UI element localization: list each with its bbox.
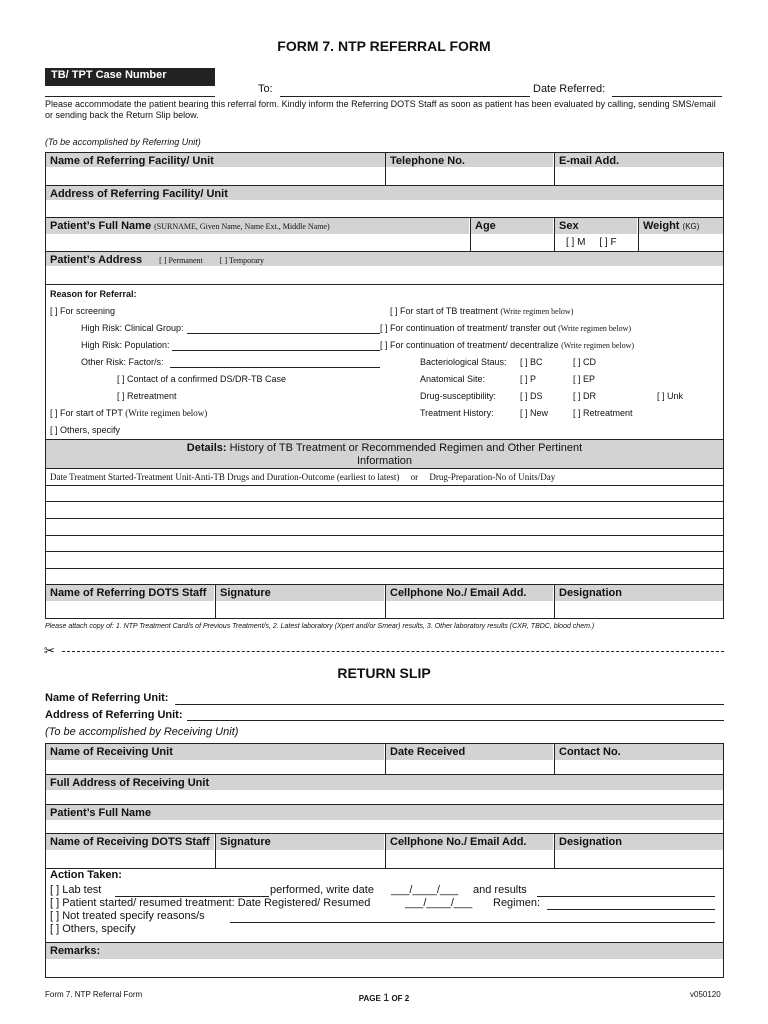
facility-header: Name of Referring Facility/ Unit	[46, 153, 385, 167]
page-prefix: PAGE	[358, 994, 381, 1003]
permanent-option[interactable]: [ ] Permanent	[159, 256, 203, 265]
page-num: 1	[383, 992, 390, 1004]
referring-note: (To be accomplished by Referring Unit)	[45, 137, 201, 147]
receiving-signature-header: Signature	[216, 834, 384, 850]
age-header: Age	[471, 218, 553, 234]
regimen-label: Regimen:	[493, 897, 541, 909]
ref-address-input[interactable]	[187, 720, 724, 721]
case-number-input[interactable]	[45, 96, 215, 97]
sex-options[interactable]: [ ] M [ ] F	[566, 237, 617, 248]
temporary-option[interactable]: [ ] Temporary	[219, 256, 264, 265]
population-input[interactable]	[172, 350, 380, 351]
weight-header: Weight (KG)	[639, 218, 723, 234]
patient-name-hint: (SURNAME, Given Name, Name Ext., Middle Name)	[154, 222, 330, 231]
continuation-decentralize-option[interactable]: [ ] For continuation of treatment/ decentralize (Write regimen below)	[380, 340, 635, 350]
form-title: FORM 7. NTP REFERRAL FORM	[277, 38, 491, 54]
receiving-staff-header: Name of Receiving DOTS Staff	[46, 834, 214, 850]
ref-unit-input[interactable]	[175, 704, 724, 705]
details-header	[45, 439, 724, 469]
population-label: High Risk: Population:	[81, 340, 170, 350]
staff-name-header: Name of Referring DOTS Staff	[46, 585, 214, 601]
not-treated-option[interactable]: [ ] Not treated specify reasons/s	[50, 910, 205, 922]
footer-version: v050120	[690, 990, 721, 999]
telephone-header: Telephone No.	[386, 153, 553, 167]
action-box	[45, 868, 724, 978]
started-option[interactable]: [ ] Patient started/ resumed treatment: Date Registered/ Resumed	[50, 897, 371, 909]
tb-start-option[interactable]: [ ] For start of TB treatment (Write regimen below)	[390, 306, 574, 316]
details-text2: Information	[356, 455, 413, 467]
hist-new-option[interactable]: [ ] New	[520, 408, 549, 418]
bact-bc-option[interactable]: [ ] BC	[520, 357, 543, 367]
drug-ds-option[interactable]: [ ] DS	[520, 391, 543, 401]
details-label: Details:	[186, 442, 227, 454]
ref-address-label: Address of Referring Unit:	[45, 709, 183, 721]
hist-label: Treatment History:	[420, 408, 494, 418]
anat-ep-option[interactable]: [ ] EP	[573, 374, 596, 384]
hist-re-option[interactable]: [ ] Retreatment	[573, 408, 633, 418]
to-input[interactable]	[280, 96, 530, 97]
clinical-group-input[interactable]	[187, 333, 380, 334]
lab-test-end: and results	[473, 884, 527, 896]
anat-label: Anatomical Site:	[420, 374, 486, 384]
screening-option[interactable]: [ ] For screening	[50, 306, 116, 316]
footer-page	[0, 992, 768, 1004]
other-risk-label: Other Risk: Factor/s:	[81, 357, 164, 367]
staff-designation-header: Designation	[555, 585, 723, 601]
anat-p-option[interactable]: [ ] P	[520, 374, 537, 384]
drug-unk-option[interactable]: [ ] Unk	[657, 391, 684, 401]
staff-cellphone-header: Cellphone No./ Email Add.	[386, 585, 553, 601]
details-columns: Date Treatment Started-Treatment Unit-Anti-TB Drugs and Duration-Outcome (earliest to latest) or Drug-Preparation-No of Units/Day	[50, 472, 556, 482]
continuation-transfer-option[interactable]: [ ] For continuation of treatment/ transfer out (Write regimen below)	[380, 323, 632, 333]
staff-signature-header: Signature	[216, 585, 384, 601]
scissors-icon: ✂	[44, 643, 55, 658]
page-suffix: OF 2	[391, 994, 410, 1003]
sex-header: Sex	[555, 218, 637, 234]
date-referred-label: Date Referred:	[533, 83, 606, 95]
contact-header: Contact No.	[555, 744, 723, 760]
lab-test-option[interactable]: [ ] Lab test	[50, 884, 102, 896]
bact-cd-option[interactable]: [ ] CD	[573, 357, 597, 367]
full-address-header: Full Address of Receiving Unit	[46, 775, 723, 790]
tb-start-hint: (Write regimen below)	[500, 307, 574, 316]
facility-address-input[interactable]	[46, 201, 723, 217]
weight-unit: (KG)	[682, 222, 700, 231]
date-received-header: Date Received	[386, 744, 553, 760]
patient-name-header: Patient’s Full Name (SURNAME, Given Name, Name Ext., Middle Name)	[46, 218, 469, 234]
return-others-option[interactable]: [ ] Others, specify	[50, 923, 136, 935]
other-risk-input[interactable]	[170, 367, 380, 368]
date-referred-input[interactable]	[612, 96, 722, 97]
retreatment-risk-option[interactable]: [ ] Retreatment	[117, 391, 177, 401]
return-slip-title: RETURN SLIP	[337, 665, 431, 681]
drug-label: Drug-susceptibility:	[420, 391, 497, 401]
cut-line	[62, 651, 724, 652]
details-text: History of TB Treatment or Recommended Regimen and Other Pertinent	[229, 442, 583, 454]
receiving-note: (To be accomplished by Receiving Unit)	[45, 726, 239, 738]
reason-label: Reason for Referral:	[50, 289, 137, 299]
receiving-cellphone-header: Cellphone No./ Email Add.	[386, 834, 553, 850]
drug-dr-option[interactable]: [ ] DR	[573, 391, 597, 401]
return-patient-name-header: Patient’s Full Name	[46, 805, 723, 820]
to-label: To:	[258, 83, 273, 95]
receiving-designation-header: Designation	[555, 834, 723, 850]
bact-label: Bacteriological Staus:	[420, 357, 507, 367]
tpt-start-option[interactable]: [ ] For start of TPT (Write regimen below)	[50, 408, 208, 418]
lab-test-date[interactable]: ___/____/___	[391, 884, 459, 896]
case-number-label: TB/ TPT Case Number	[45, 68, 215, 86]
intro-text: Please accommodate the patient bearing this referral form. Kindly inform the Referring DOTS Staff as soon as patient has been evaluated by calling, sending SMS/email or sending back the Return Slip below.	[45, 99, 716, 120]
continuation-transfer-hint: (Write regimen below)	[558, 324, 632, 333]
remarks-header: Remarks:	[46, 943, 723, 959]
action-label: Action Taken:	[50, 869, 122, 881]
others-option[interactable]: [ ] Others, specify	[50, 425, 121, 435]
tpt-hint: (Write regimen below)	[125, 408, 208, 418]
email-header: E-mail Add.	[555, 153, 723, 167]
address-header: Address of Referring Facility/ Unit	[46, 186, 723, 200]
lab-test-mid: performed, write date	[270, 884, 374, 896]
receiving-unit-header: Name of Receiving Unit	[46, 744, 384, 760]
continuation-decentralize-hint: (Write regimen below)	[561, 341, 635, 350]
started-date[interactable]: ___/____/___	[405, 897, 473, 909]
regimen-input[interactable]	[547, 909, 715, 910]
facility-input[interactable]	[46, 168, 384, 185]
lab-results-input[interactable]	[537, 896, 715, 897]
patient-address-input[interactable]	[46, 267, 723, 284]
clinical-group-label: High Risk: Clinical Group:	[81, 323, 184, 333]
patient-address-header: Patient’s Address [ ] Permanent [ ] Temporary	[46, 252, 723, 266]
attach-note: Please attach copy of: 1. NTP Treatment Card/s of Previous Treatment/s, 2. Latest laboratory (Xpert and/or Smear) results, 3. Other laboratory results (CXR, TBDC, blood chem.)	[45, 623, 595, 630]
ref-unit-label: Name of Referring Unit:	[45, 692, 169, 704]
footer-form-name: Form 7. NTP Referral Form	[45, 990, 143, 999]
contact-option[interactable]: [ ] Contact of a confirmed DS/DR-TB Case	[117, 374, 287, 384]
not-treated-input[interactable]	[230, 922, 715, 923]
